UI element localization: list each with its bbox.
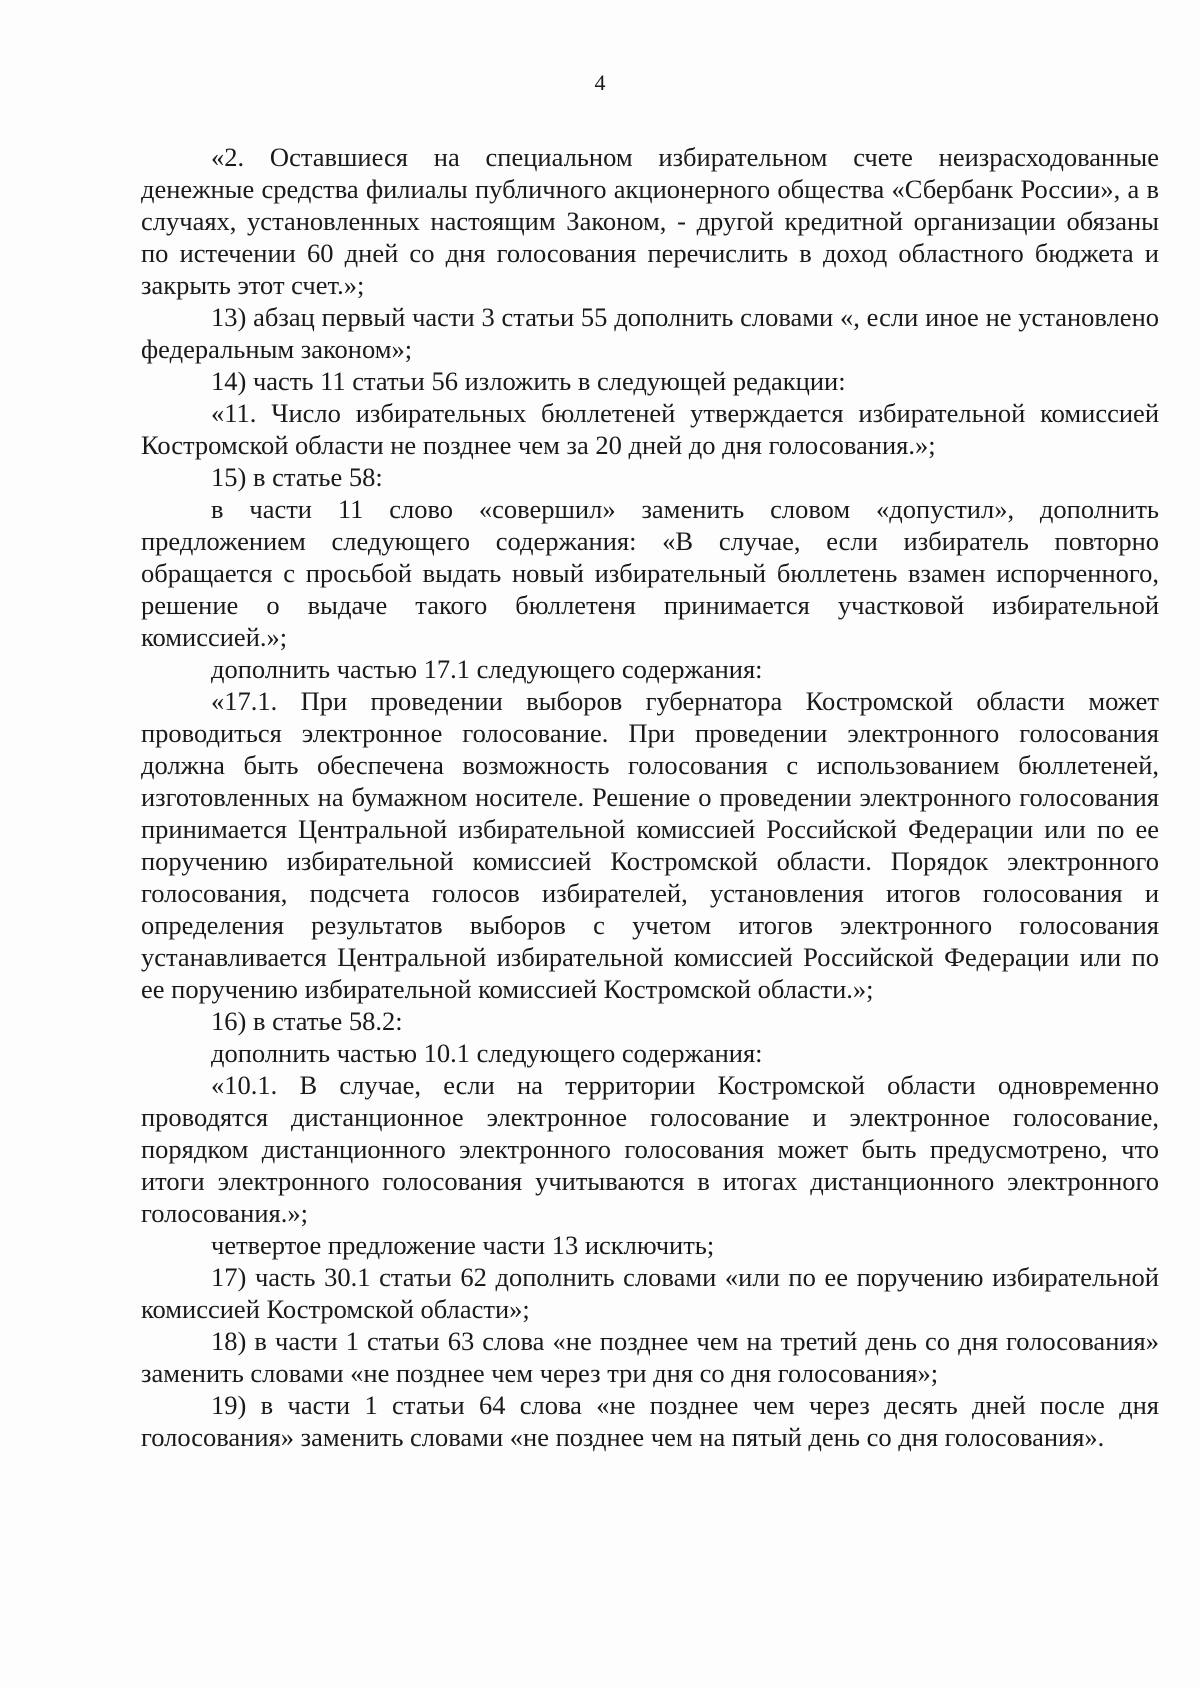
paragraph-item-19: 19) в части 1 статьи 64 слова «не позднее чем через десять дней после дня голосования» заменить словами «не позднее чем на пятый день со дня голосования». <box>141 1390 1159 1452</box>
paragraph-clause-11: «11. Число избирательных бюллетеней утверждается избирательной комиссией Костромской области не позднее чем за 20 дней до дня голосования.»; <box>141 398 1159 460</box>
paragraph-item-13: 13) абзац первый части 3 статьи 55 дополнить словами «, если иное не установлено федеральным законом»; <box>141 302 1159 364</box>
paragraph-item-16: 16) в статье 58.2: <box>211 1006 403 1036</box>
paragraph-clause-2: «2. Оставшиеся на специальном избирательном счете неизрасходованные денежные средства филиалы публичного акционерного общества «Сбербанк России», а в случаях, установленных настоящим Законом, - другой кредитной организации обязаны по истечении 60 дней со дня голосования перечислить в доход областного бюджета и закрыть этот счет.»; <box>141 142 1159 300</box>
paragraph-clause-17-1: «17.1. При проведении выборов губернатора Костромской области может проводиться электронное голосование. При проведении электронного голосования должна быть обеспечена возможность голосования с использованием бюллетеней, изготовленных на бумажном носителе. Решение о проведении электронного голосования принимается Центральной избирательной комиссией Российской Федерации или по ее поручению избирательной комиссией Костромской области. Порядок электронного голосования, подсчета голосов избирателей, установления итогов голосования и определения результатов выборов с учетом итогов электронного голосования устанавливается Центральной избирательной комиссией Российской Федерации или по ее поручению избирательной комиссией Костромской области.»; <box>141 686 1159 1004</box>
paragraph-item-15: 15) в статье 58: <box>211 462 383 492</box>
paragraph-add-part-17-1: дополнить частью 17.1 следующего содержания: <box>211 654 763 684</box>
paragraph-part-11-amendment: в части 11 слово «совершил» заменить словом «допустил», дополнить предложением следующего содержания: «В случае, если избиратель повторно обращается с просьбой выдать новый избирательный бюллетень взамен испорченного, решение о выдаче такого бюллетеня принимается участковой избирательной комиссией.»; <box>141 494 1159 652</box>
paragraph-item-17: 17) часть 30.1 статьи 62 дополнить словами «или по ее поручению избирательной комиссией Костромской области»; <box>141 1262 1159 1324</box>
paragraph-item-14: 14) часть 11 статьи 56 изложить в следующей редакции: <box>211 366 846 396</box>
paragraph-clause-10-1: «10.1. В случае, если на территории Костромской области одновременно проводятся дистанционное электронное голосование и электронное голосование, порядком дистанционного электронного голосования может быть предусмотрено, что итоги электронного голосования учитываются в итогах дистанционного электронного голосования.»; <box>141 1070 1159 1228</box>
page-number: 4 <box>594 70 606 95</box>
paragraph-part-13-exclusion: четвертое предложение части 13 исключить; <box>211 1230 715 1260</box>
paragraph-item-18: 18) в части 1 статьи 63 слова «не позднее чем на третий день со дня голосования» заменить словами «не позднее чем через три дня со дня голосования»; <box>141 1326 1159 1388</box>
document-body <box>141 141 1159 1453</box>
paragraph-add-part-10-1: дополнить частью 10.1 следующего содержания: <box>211 1038 763 1068</box>
